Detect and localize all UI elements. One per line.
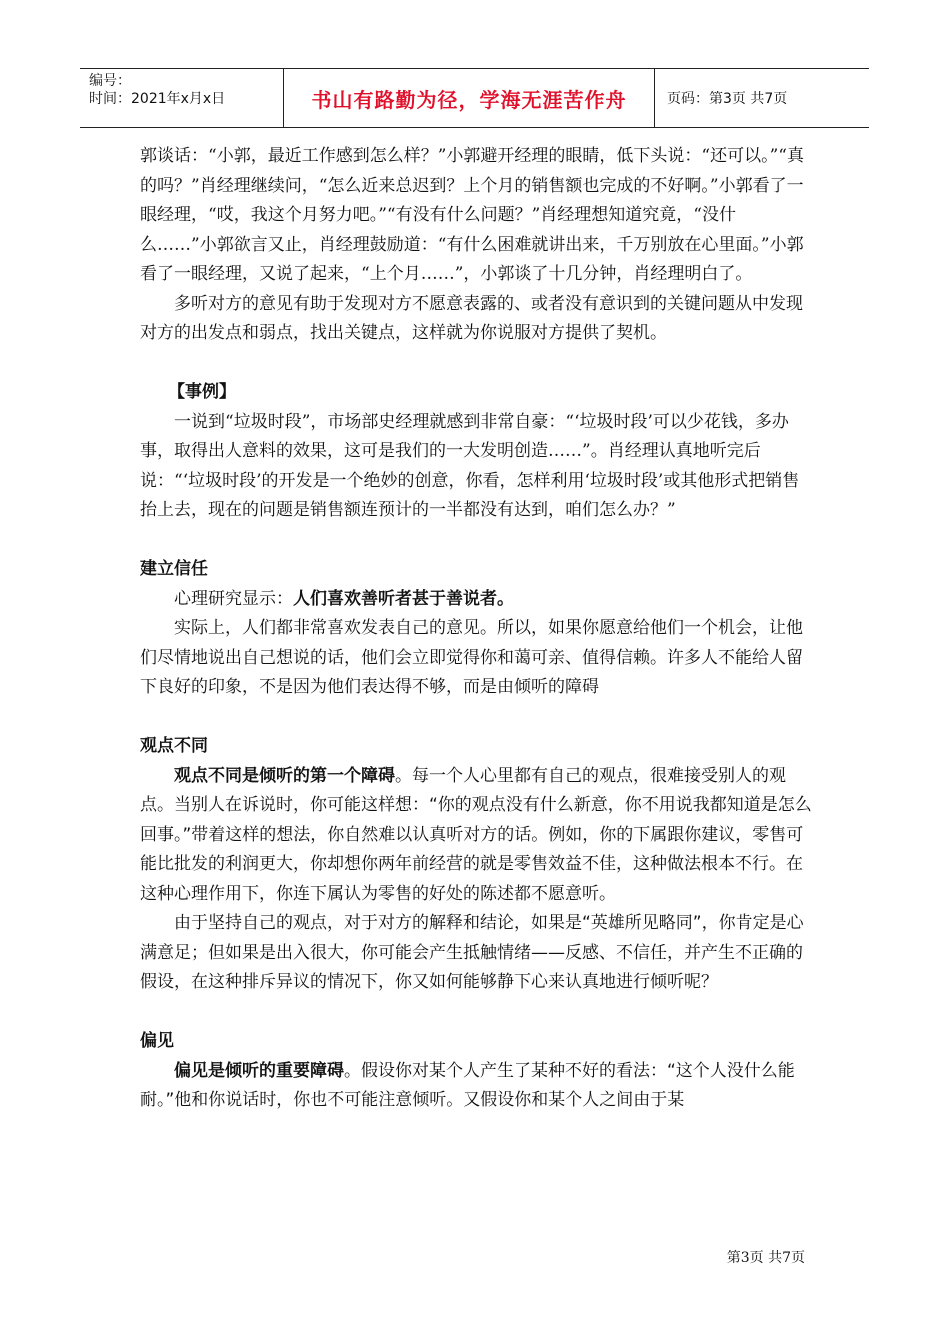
bias-key-sentence: 偏见是倾听的重要障碍 <box>174 1060 344 1081</box>
section-heading-bias: 偏见 <box>140 1031 174 1051</box>
views-key-sentence: 观点不同是倾听的第一个障碍 <box>174 765 395 786</box>
document-number-label: 编号： <box>89 73 131 89</box>
paragraph-views-2: 由于坚持自己的观点，对于对方的解释和结论，如果是“英雄所见略同”，你肯定是心满意足；但如果是出入很大，你可能会产生抵触情绪——反感、不信任，并产生不正确的假设，在这种排斥异议的情况下，你又如何能够静下心来认真地进行倾听呢？ <box>140 913 804 992</box>
paragraph-example: 一说到“垃圾时段”，市场部史经理就感到非常自豪：“‘垃圾时段’可以少花钱，多办事，取得出人意料的效果，这可是我们的一大发明创造……”。肖经理认真地听完后说：“‘垃圾时段’的开发是一个绝妙的创意，你看，怎样利用‘垃圾时段’或其他形式把销售抬上去，现在的问题是销售额连预计的一半都没有达到，咱们怎么办？” <box>140 411 800 520</box>
paragraph-bias <box>140 1057 812 1116</box>
example-heading: 【事例】 <box>168 382 236 402</box>
header-page-number: 页码：第3页 共7页 <box>667 91 788 107</box>
paragraph-dialogue: 郭谈话：“小郭，最近工作感到怎么样？”小郭避开经理的眼睛，低下头说：“还可以。”“真的吗？”肖经理继续问，“怎么近来总迟到？上个月的销售额也完成的不好啊。”小郭看了一眼经理，“哎，我这个月努力吧。”“有没有什么问题？”肖经理想知道究竟，“没什么……”小郭欲言又止，肖经理鼓励道：“有什么困难就讲出来，千万别放在心里面。”小郭看了一眼经理，又说了起来，“上个月……”，小郭谈了十几分钟，肖经理明白了。 <box>140 146 804 284</box>
section-heading-views: 观点不同 <box>140 736 208 756</box>
bias-body-text: 。假设你对某个人产生了某种不好的看法：“这个人没什么能耐。”他和你说话时，你也不可能注意倾听。又假设你和某个人之间由于某 <box>140 1060 795 1110</box>
paragraph-trust-body: 实际上，人们都非常喜欢发表自己的意见。所以，如果你愿意给他们一个机会，让他们尽情地说出自己想说的话，他们会立即觉得你和蔼可亲、值得信赖。许多人不能给人留下良好的印象，不是因为他们表达得不够，而是由倾听的障碍 <box>140 618 803 697</box>
page-header <box>80 68 869 128</box>
paragraph-views <box>140 762 812 910</box>
document-date: 时间：2021年x月x日 <box>89 91 226 107</box>
paragraph-trust-lead <box>140 585 812 615</box>
section-heading-trust: 建立信任 <box>140 559 208 579</box>
header-motto: 书山有路勤为径，学海无涯苦作舟 <box>284 69 655 127</box>
trust-key-sentence: 人们喜欢善听者甚于善说者。 <box>293 588 514 609</box>
page-footer: 第3页 共7页 <box>726 1250 805 1266</box>
views-body-text: 。每一个人心里都有自己的观点，很难接受别人的观点。当别人在诉说时，你可能这样想：“你的观点没有什么新意，你不用说我都知道是怎么回事。”带着这样的想法，你自然难以认真听对方的话。例如，你的下属跟你建议，零售可能比批发的利润更大，你却想你两年前经营的就是零售效益不佳，这种做法根本不行。在这种心理作用下，你连下属认为零售的好处的陈述都不愿意听。 <box>140 765 812 904</box>
paragraph-listening-benefit: 多听对方的意见有助于发现对方不愿意表露的、或者没有意识到的关键问题从中发现对方的出发点和弱点，找出关键点，这样就为你说服对方提供了契机。 <box>140 293 803 343</box>
trust-lead-text: 心理研究显示： <box>174 588 293 609</box>
document-body <box>140 142 812 1116</box>
header-meta <box>80 69 284 127</box>
